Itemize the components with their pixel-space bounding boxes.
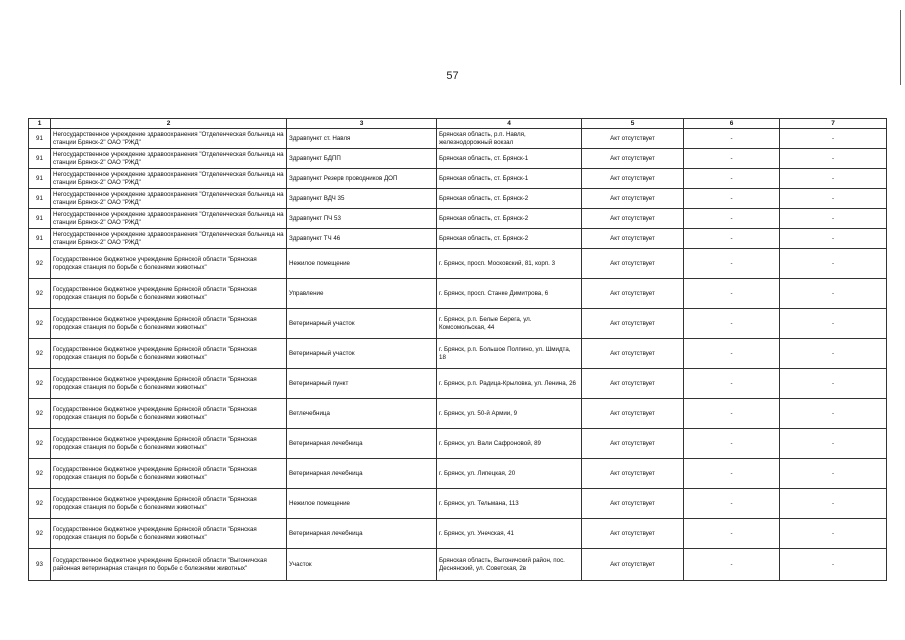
- column-header: 1: [29, 119, 51, 129]
- table-row: [29, 209, 887, 229]
- act-cell: Акт отсутствует: [582, 369, 684, 399]
- organization-cell: Негосударственное учреждение здравоохранения "Отделенческая больница на станции Брянск-2" ОАО "РЖД": [51, 129, 287, 149]
- col7-cell: -: [780, 229, 887, 249]
- object-cell: Участок: [287, 549, 437, 581]
- object-cell: Ветеринарная лечебница: [287, 459, 437, 489]
- col7-cell: -: [780, 339, 887, 369]
- table-row: [29, 149, 887, 169]
- row-number-cell: 91: [29, 189, 51, 209]
- address-cell: Брянская область, ст. Брянск-1: [437, 149, 582, 169]
- object-cell: Здравпункт ТЧ 46: [287, 229, 437, 249]
- object-cell: Здравпункт Резерв проводников ДОП: [287, 169, 437, 189]
- address-cell: г. Брянск, ул. Вали Сафроновой, 89: [437, 429, 582, 459]
- col7-cell: -: [780, 549, 887, 581]
- organization-cell: Государственное бюджетное учреждение Брянской области "Брянская городская станция по борьбе с болезнями животных": [51, 399, 287, 429]
- row-number-cell: 93: [29, 549, 51, 581]
- object-cell: Ветеринарная лечебница: [287, 519, 437, 549]
- column-header: 5: [582, 119, 684, 129]
- organization-cell: Государственное бюджетное учреждение Брянской области "Брянская городская станция по борьбе с болезнями животных": [51, 429, 287, 459]
- column-header: 3: [287, 119, 437, 129]
- col6-cell: -: [684, 189, 780, 209]
- organization-cell: Государственное бюджетное учреждение Брянской области "Брянская городская станция по борьбе с болезнями животных": [51, 339, 287, 369]
- col6-cell: -: [684, 399, 780, 429]
- row-number-cell: 92: [29, 489, 51, 519]
- row-number-cell: 92: [29, 519, 51, 549]
- column-header: 4: [437, 119, 582, 129]
- col7-cell: -: [780, 279, 887, 309]
- col7-cell: -: [780, 369, 887, 399]
- object-cell: Ветеринарная лечебница: [287, 429, 437, 459]
- column-header: 2: [51, 119, 287, 129]
- table-row: [29, 229, 887, 249]
- act-cell: Акт отсутствует: [582, 549, 684, 581]
- table-row: [29, 189, 887, 209]
- row-number-cell: 91: [29, 129, 51, 149]
- row-number-cell: 92: [29, 369, 51, 399]
- organization-cell: Негосударственное учреждение здравоохранения "Отделенческая больница на станции Брянск-2" ОАО "РЖД": [51, 189, 287, 209]
- row-number-cell: 92: [29, 399, 51, 429]
- margin-rule: [900, 10, 901, 85]
- organization-cell: Государственное бюджетное учреждение Брянской области "Брянская городская станция по борьбе с болезнями животных": [51, 459, 287, 489]
- col6-cell: -: [684, 429, 780, 459]
- row-number-cell: 92: [29, 429, 51, 459]
- col7-cell: -: [780, 249, 887, 279]
- object-cell: Здравпункт БДПП: [287, 149, 437, 169]
- table-row: [29, 249, 887, 279]
- table-row: [29, 549, 887, 581]
- act-cell: Акт отсутствует: [582, 189, 684, 209]
- object-cell: Здравпункт ст. Навля: [287, 129, 437, 149]
- act-cell: Акт отсутствует: [582, 429, 684, 459]
- organization-cell: Государственное бюджетное учреждение Брянской области "Брянская городская станция по борьбе с болезнями животных": [51, 369, 287, 399]
- address-cell: Брянская область, ст. Брянск-1: [437, 169, 582, 189]
- object-cell: Здравпункт ПЧ 53: [287, 209, 437, 229]
- row-number-cell: 91: [29, 169, 51, 189]
- col7-cell: -: [780, 519, 887, 549]
- address-cell: г. Брянск, просп. Московский, 81, корп. 3: [437, 249, 582, 279]
- col7-cell: -: [780, 169, 887, 189]
- col7-cell: -: [780, 209, 887, 229]
- row-number-cell: 92: [29, 249, 51, 279]
- row-number-cell: 92: [29, 459, 51, 489]
- row-number-cell: 92: [29, 279, 51, 309]
- column-header: 7: [780, 119, 887, 129]
- act-cell: Акт отсутствует: [582, 489, 684, 519]
- object-cell: Нежилое помещение: [287, 249, 437, 279]
- table-row: [29, 429, 887, 459]
- act-cell: Акт отсутствует: [582, 399, 684, 429]
- col6-cell: -: [684, 209, 780, 229]
- act-cell: Акт отсутствует: [582, 129, 684, 149]
- col6-cell: -: [684, 309, 780, 339]
- organization-cell: Негосударственное учреждение здравоохранения "Отделенческая больница на станции Брянск-2" ОАО "РЖД": [51, 209, 287, 229]
- address-cell: Брянская область, ст. Брянск-2: [437, 189, 582, 209]
- col6-cell: -: [684, 459, 780, 489]
- col7-cell: -: [780, 309, 887, 339]
- col6-cell: -: [684, 339, 780, 369]
- col6-cell: -: [684, 129, 780, 149]
- act-cell: Акт отсутствует: [582, 279, 684, 309]
- table-row: [29, 519, 887, 549]
- object-cell: Ветеринарный пункт: [287, 369, 437, 399]
- address-cell: г. Брянск, ул. Унечская, 41: [437, 519, 582, 549]
- col7-cell: -: [780, 399, 887, 429]
- organization-cell: Государственное бюджетное учреждение Брянской области "Брянская городская станция по борьбе с болезнями животных": [51, 489, 287, 519]
- act-cell: Акт отсутствует: [582, 249, 684, 279]
- row-number-cell: 92: [29, 339, 51, 369]
- table-row: [29, 169, 887, 189]
- table-row: [29, 309, 887, 339]
- col6-cell: -: [684, 549, 780, 581]
- address-cell: Брянская область, р.п. Навля, железнодорожный вокзал: [437, 129, 582, 149]
- col6-cell: -: [684, 169, 780, 189]
- col6-cell: -: [684, 229, 780, 249]
- object-cell: Управление: [287, 279, 437, 309]
- table-row: [29, 369, 887, 399]
- object-cell: Здравпункт ВДЧ 35: [287, 189, 437, 209]
- table-row: [29, 399, 887, 429]
- address-cell: г. Брянск, р.п. Белые Берега, ул. Комсомольская, 44: [437, 309, 582, 339]
- page-number: 57: [446, 70, 459, 82]
- address-cell: г. Брянск, р.п. Радица-Крыловка, ул. Ленина, 26: [437, 369, 582, 399]
- col6-cell: -: [684, 149, 780, 169]
- col7-cell: -: [780, 489, 887, 519]
- col6-cell: -: [684, 279, 780, 309]
- organization-cell: Негосударственное учреждение здравоохранения "Отделенческая больница на станции Брянск-2" ОАО "РЖД": [51, 229, 287, 249]
- row-number-cell: 92: [29, 309, 51, 339]
- organization-cell: Государственное бюджетное учреждение Брянской области "Брянская городская станция по борьбе с болезнями животных": [51, 249, 287, 279]
- organization-cell: Государственное бюджетное учреждение Брянской области "Выгоничская районная ветеринарная станция по борьбе с болезнями животных": [51, 549, 287, 581]
- address-cell: Брянская область, ст. Брянск-2: [437, 209, 582, 229]
- act-cell: Акт отсутствует: [582, 209, 684, 229]
- table-row: [29, 489, 887, 519]
- address-cell: г. Брянск, ул. 50-й Армии, 9: [437, 399, 582, 429]
- object-cell: Ветеринарный участок: [287, 309, 437, 339]
- address-cell: г. Брянск, р.п. Большое Полпино, ул. Шмидта, 18: [437, 339, 582, 369]
- column-header: 6: [684, 119, 780, 129]
- col7-cell: -: [780, 129, 887, 149]
- col6-cell: -: [684, 519, 780, 549]
- col7-cell: -: [780, 429, 887, 459]
- data-table: [28, 118, 887, 581]
- object-cell: Ветеринарный участок: [287, 339, 437, 369]
- act-cell: Акт отсутствует: [582, 169, 684, 189]
- organization-cell: Негосударственное учреждение здравоохранения "Отделенческая больница на станции Брянск-2" ОАО "РЖД": [51, 169, 287, 189]
- act-cell: Акт отсутствует: [582, 459, 684, 489]
- address-cell: г. Брянск, ул. Липецкая, 20: [437, 459, 582, 489]
- act-cell: Акт отсутствует: [582, 229, 684, 249]
- col6-cell: -: [684, 249, 780, 279]
- address-cell: Брянская область, ст. Брянск-2: [437, 229, 582, 249]
- act-cell: Акт отсутствует: [582, 339, 684, 369]
- col7-cell: -: [780, 459, 887, 489]
- col6-cell: -: [684, 369, 780, 399]
- table-row: [29, 129, 887, 149]
- organization-cell: Государственное бюджетное учреждение Брянской области "Брянская городская станция по борьбе с болезнями животных": [51, 279, 287, 309]
- col7-cell: -: [780, 189, 887, 209]
- address-cell: г. Брянск, просп. Станке Димитрова, 6: [437, 279, 582, 309]
- table-row: [29, 339, 887, 369]
- col6-cell: -: [684, 489, 780, 519]
- address-cell: Брянская область, Выгоничский район, пос. Деснянский, ул. Советская, 2в: [437, 549, 582, 581]
- object-cell: Нежилое помещение: [287, 489, 437, 519]
- table-row: [29, 459, 887, 489]
- act-cell: Акт отсутствует: [582, 149, 684, 169]
- row-number-cell: 91: [29, 149, 51, 169]
- object-cell: Ветлечебница: [287, 399, 437, 429]
- organization-cell: Государственное бюджетное учреждение Брянской области "Брянская городская станция по борьбе с болезнями животных": [51, 519, 287, 549]
- col7-cell: -: [780, 149, 887, 169]
- address-cell: г. Брянск, ул. Тельмана, 113: [437, 489, 582, 519]
- act-cell: Акт отсутствует: [582, 519, 684, 549]
- row-number-cell: 91: [29, 229, 51, 249]
- table-row: [29, 279, 887, 309]
- organization-cell: Негосударственное учреждение здравоохранения "Отделенческая больница на станции Брянск-2" ОАО "РЖД": [51, 149, 287, 169]
- header-row: [29, 119, 887, 129]
- row-number-cell: 91: [29, 209, 51, 229]
- organization-cell: Государственное бюджетное учреждение Брянской области "Брянская городская станция по борьбе с болезнями животных": [51, 309, 287, 339]
- act-cell: Акт отсутствует: [582, 309, 684, 339]
